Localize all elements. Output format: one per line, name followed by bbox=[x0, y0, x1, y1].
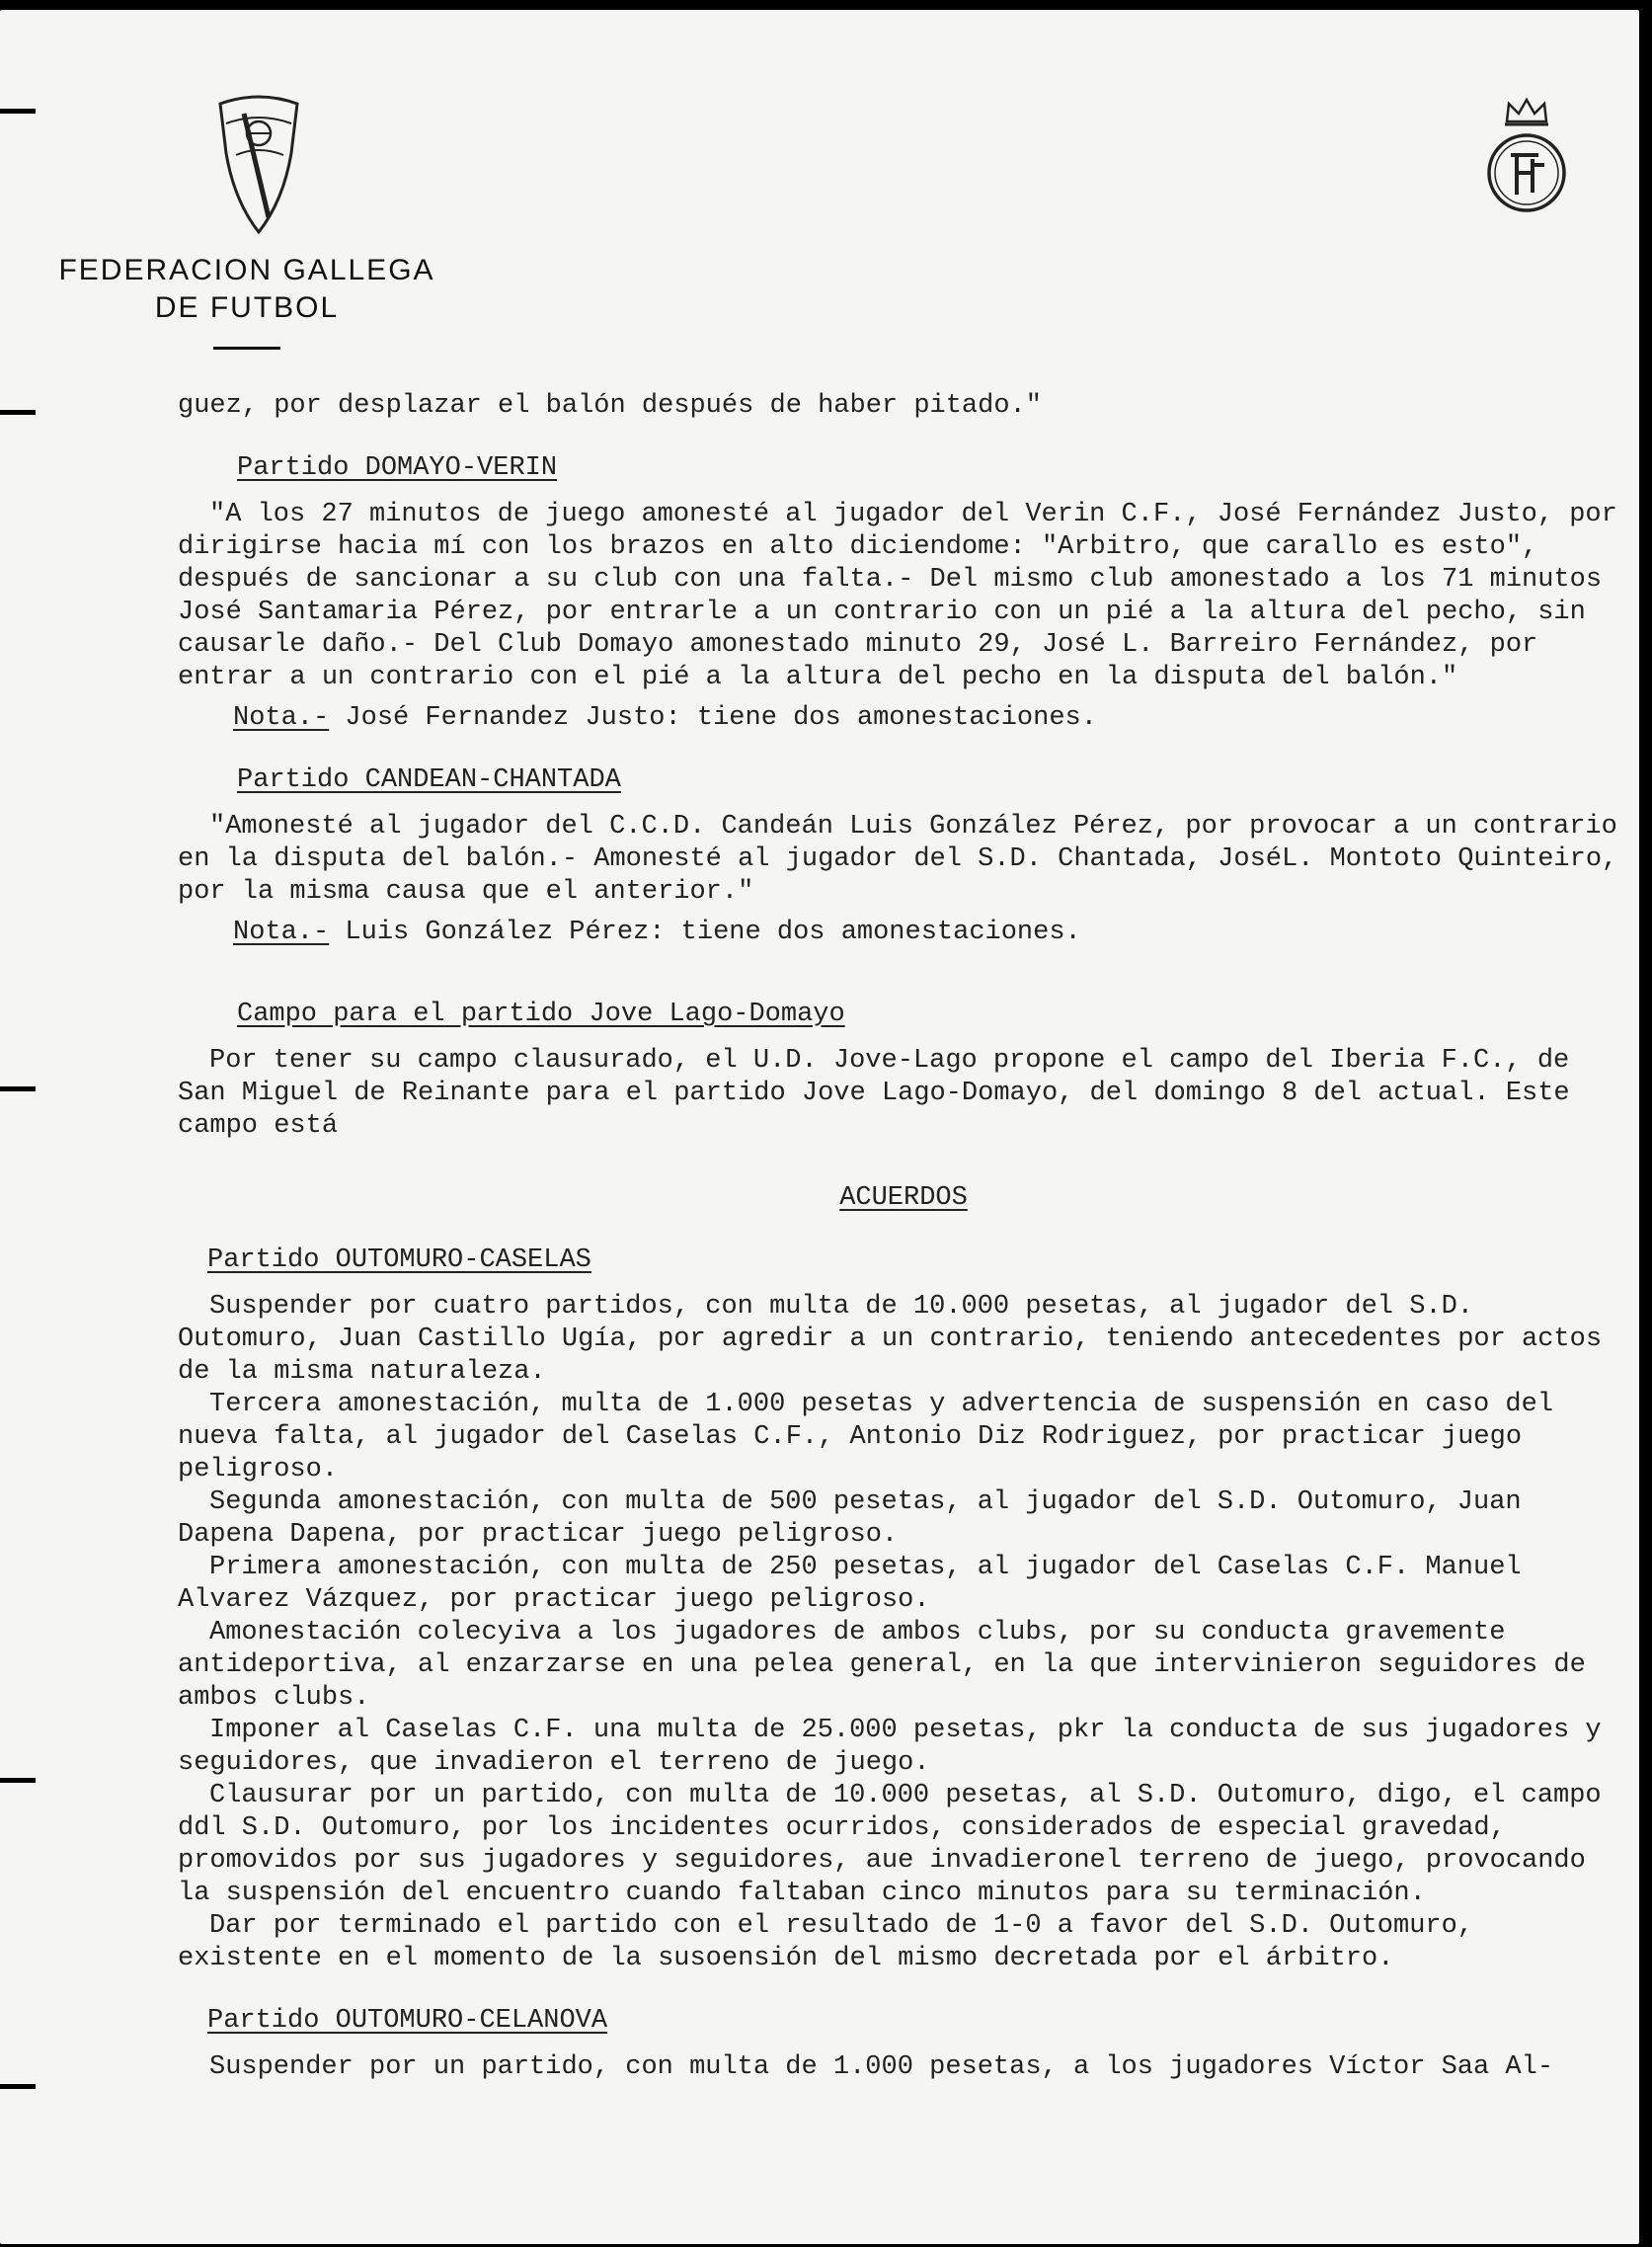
heading-domayo-verin: Partido DOMAYO-VERIN bbox=[237, 453, 558, 483]
intro-text: guez, por desplazar el balón después de haber pitado." bbox=[178, 391, 1042, 421]
galician-federation-shield-icon bbox=[214, 94, 303, 237]
candean-chantada-text: "Amonesté al jugador del C.C.D. Candeán Luis González Pérez, por provocar a un contrario en la disputa del balón.- Amonesté al jugador del S.D. Chantada, JoséL. Montoto Quinteiro, por la misma causa que el anterior." bbox=[178, 812, 1618, 907]
caselas-paragraph: Segunda amonestación, con multa de 500 pesetas, al jugador del S.D. Outomuro, Juan Dapena Dapena, por practicar juego peligroso. bbox=[178, 1487, 1522, 1550]
punch-hole bbox=[0, 410, 36, 415]
org-line-1: FEDERACION GALLEGA bbox=[58, 254, 435, 286]
note-text: Luis González Pérez: tiene dos amonestaciones. bbox=[345, 918, 1081, 947]
punch-hole bbox=[0, 1778, 36, 1783]
candean-chantada-note bbox=[233, 917, 1629, 949]
note-label: Nota.- bbox=[233, 918, 330, 947]
heading-outomuro-celanova: Partido OUTOMURO-CELANOVA bbox=[207, 2006, 608, 2036]
document-body bbox=[178, 390, 1629, 2084]
federation-name bbox=[39, 252, 454, 350]
celanova-text: Suspender por un partido, con multa de 1.000 pesetas, a los jugadores Víctor Saa Al- bbox=[209, 2052, 1554, 2082]
heading-outomuro-caselas: Partido OUTOMURO-CASELAS bbox=[207, 1245, 591, 1275]
punch-hole bbox=[0, 2084, 36, 2089]
caselas-paragraph: Amonestación colecyiva a los jugadores de ambos clubs, por su conducta gravemente antideportiva, al enzarzarse en una pelea general, en la que intervinieron seguidores de ambos clubs. bbox=[178, 1618, 1586, 1713]
caselas-paragraph: Tercera amonestación, multa de 1.000 pesetas y advertencia de suspensión en caso del nueva falta, al jugador del Caselas C.F., Antonio Diz Rodriguez, por practicar juego peligroso. bbox=[178, 1390, 1554, 1485]
caselas-paragraph: Clausurar por un partido, con multa de 10.000 pesetas, al S.D. Outomuro, digo, el campo ddl S.D. Outomuro, por los incidentes ocurridos, considerados de especial gravedad, promovidos por sus jugadores y seguidores, aue invadieronel terreno de juego, provocando la suspensión del encuentro cuando faltaban cinco minutos para su terminación. bbox=[178, 1781, 1602, 1908]
domayo-verin-text: "A los 27 minutos de juego amonesté al jugador del Verin C.F., José Fernández Justo, por dirigirse hacia mí con los brazos en alto diciendome: "Arbitro, que carallo es esto", después de sancionar a su club con una falta.- Del mismo club amonestado a los 71 minutos José Santamaria Pérez, por entrarle a un contrario con un pié a la altura del pecho, sin causarle daño.- Del Club Domayo amonestado minuto 29, José L. Barreiro Fernández, por entrar a un contrario con el pié a la altura del pecho en la disputa del balón." bbox=[178, 500, 1617, 692]
caselas-paragraph: Suspender por cuatro partidos, con multa de 10.000 pesetas, al jugador del S.D. Outomuro, Juan Castillo Ugía, por agredir a un contrario, teniendo antecedentes por actos de la misma naturaleza. bbox=[178, 1292, 1603, 1387]
campo-text: Por tener su campo clausurado, el U.D. Jove-Lago propone el campo del Iberia F.C., de San Miguel de Reinante para el partido Jove Lago-Domayo, del domingo 8 del actual. Este campo está bbox=[178, 1046, 1570, 1141]
domayo-verin-note bbox=[233, 702, 1629, 735]
caselas-paragraph: Dar por terminado el partido con el resultado de 1-0 a favor del S.D. Outomuro, existente en el momento de la susoensión del mismo decretada por el árbitro. bbox=[178, 1911, 1474, 1973]
spanish-federation-crown-emblem-icon bbox=[1481, 94, 1572, 217]
heading-acuerdos: ACUERDOS bbox=[839, 1183, 968, 1213]
org-line-2: DE FUTBOL bbox=[154, 291, 340, 324]
punch-hole bbox=[0, 109, 36, 114]
punch-hole bbox=[0, 1086, 36, 1091]
heading-candean-chantada: Partido CANDEAN-CHANTADA bbox=[237, 765, 621, 795]
note-text: José Fernandez Justo: tiene dos amonestaciones. bbox=[345, 703, 1097, 733]
divider bbox=[213, 347, 280, 350]
caselas-paragraph: Primera amonestación, con multa de 250 pesetas, al jugador del Caselas C.F. Manuel Alvarez Vázquez, por practicar juego peligroso. bbox=[178, 1553, 1522, 1615]
heading-campo: Campo para el partido Jove Lago-Domayo bbox=[237, 1000, 845, 1029]
document-page bbox=[0, 10, 1639, 2244]
note-label: Nota.- bbox=[233, 703, 330, 733]
caselas-paragraph: Imponer al Caselas C.F. una multa de 25.000 pesetas, pkr la conducta de sus jugadores y seguidores, que invadieron el terreno de juego. bbox=[178, 1716, 1602, 1778]
